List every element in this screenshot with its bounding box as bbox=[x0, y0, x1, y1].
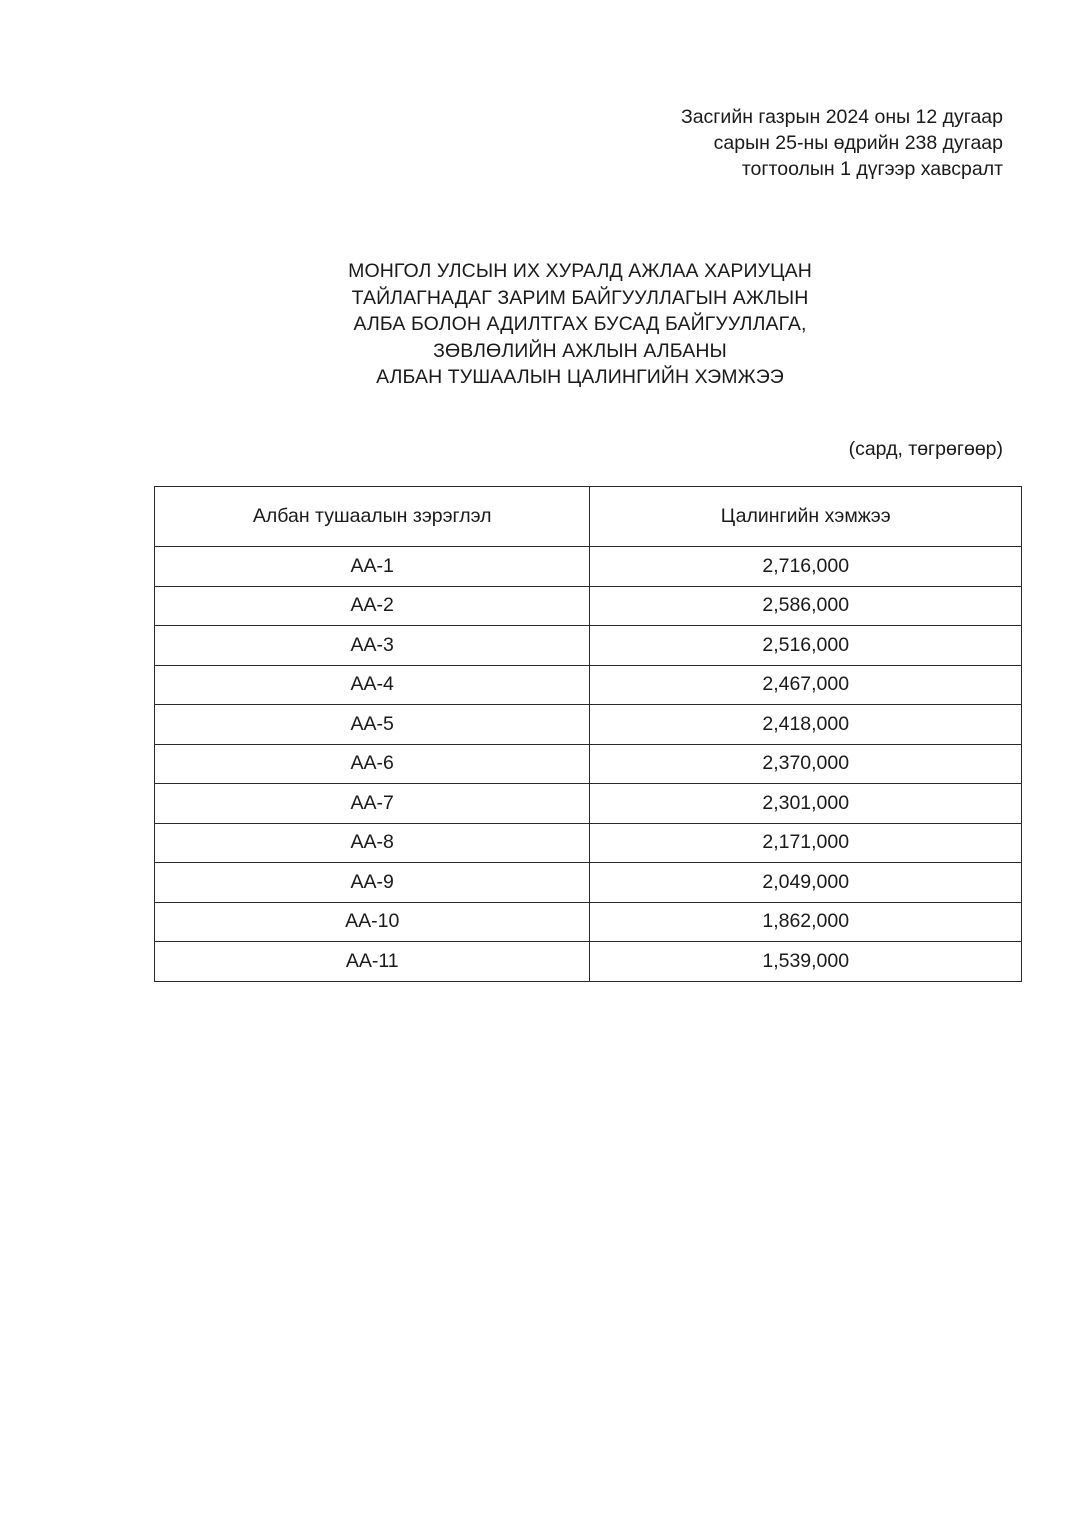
title-line: АЛБАН ТУШААЛЫН ЦАЛИНГИЙН ХЭМЖЭЭ bbox=[376, 366, 784, 388]
table-row bbox=[155, 744, 1022, 784]
title-line: ЗӨВЛӨЛИЙН АЖЛЫН АЛБАНЫ bbox=[433, 339, 727, 362]
rank-cell: АА-7 bbox=[155, 784, 590, 824]
salary-cell: 2,418,000 bbox=[590, 705, 1022, 745]
salary-cell: 2,049,000 bbox=[590, 863, 1022, 903]
salary-cell: 2,586,000 bbox=[590, 586, 1022, 626]
annex-note bbox=[681, 104, 1003, 182]
annex-note-line: сарын 25-ны өдрийн 238 дугаар bbox=[713, 132, 1003, 154]
salary-cell: 2,716,000 bbox=[590, 547, 1022, 587]
table-row bbox=[155, 942, 1022, 982]
salary-cell: 2,467,000 bbox=[590, 665, 1022, 705]
rank-cell: АА-2 bbox=[155, 586, 590, 626]
unit-note: (сард, төгрөгөөр) bbox=[848, 438, 1003, 460]
salary-cell: 2,301,000 bbox=[590, 784, 1022, 824]
rank-cell: АА-8 bbox=[155, 823, 590, 863]
table-row bbox=[155, 863, 1022, 903]
table-row bbox=[155, 823, 1022, 863]
salary-cell: 1,862,000 bbox=[590, 902, 1022, 942]
salary-cell: 2,370,000 bbox=[590, 744, 1022, 784]
document-title bbox=[0, 258, 1080, 391]
rank-cell: АА-9 bbox=[155, 863, 590, 903]
annex-note-line: Засгийн газрын 2024 оны 12 дугаар bbox=[680, 106, 1003, 128]
header-salary: Цалингийн хэмжээ bbox=[590, 487, 1022, 547]
salary-cell: 1,539,000 bbox=[590, 942, 1022, 982]
annex-note-line: тогтоолын 1 дүгээр хавсралт bbox=[741, 158, 1003, 180]
rank-cell: АА-3 bbox=[155, 626, 590, 666]
table-row bbox=[155, 784, 1022, 824]
title-line: ТАЙЛАГНАДАГ ЗАРИМ БАЙГУУЛЛАГЫН АЖЛЫН bbox=[351, 286, 809, 309]
table-row bbox=[155, 705, 1022, 745]
rank-cell: АА-1 bbox=[155, 547, 590, 587]
table-row bbox=[155, 586, 1022, 626]
rank-cell: АА-4 bbox=[155, 665, 590, 705]
salary-cell: 2,171,000 bbox=[590, 823, 1022, 863]
rank-cell: АА-6 bbox=[155, 744, 590, 784]
rank-cell: АА-10 bbox=[155, 902, 590, 942]
table-row bbox=[155, 665, 1022, 705]
table-row bbox=[155, 902, 1022, 942]
rank-cell: АА-11 bbox=[155, 942, 590, 982]
salary-table bbox=[154, 486, 1022, 982]
title-line: АЛБА БОЛОН АДИЛТГАХ БУСАД БАЙГУУЛЛАГА, bbox=[353, 313, 807, 335]
rank-cell: АА-5 bbox=[155, 705, 590, 745]
header-rank: Албан тушаалын зэрэглэл bbox=[155, 487, 590, 547]
title-line: МОНГОЛ УЛСЫН ИХ ХУРАЛД АЖЛАА ХАРИУЦАН bbox=[348, 260, 812, 282]
table-row bbox=[155, 547, 1022, 587]
salary-table-body bbox=[155, 547, 1022, 982]
table-row bbox=[155, 626, 1022, 666]
table-header-row bbox=[155, 487, 1022, 547]
salary-cell: 2,516,000 bbox=[590, 626, 1022, 666]
